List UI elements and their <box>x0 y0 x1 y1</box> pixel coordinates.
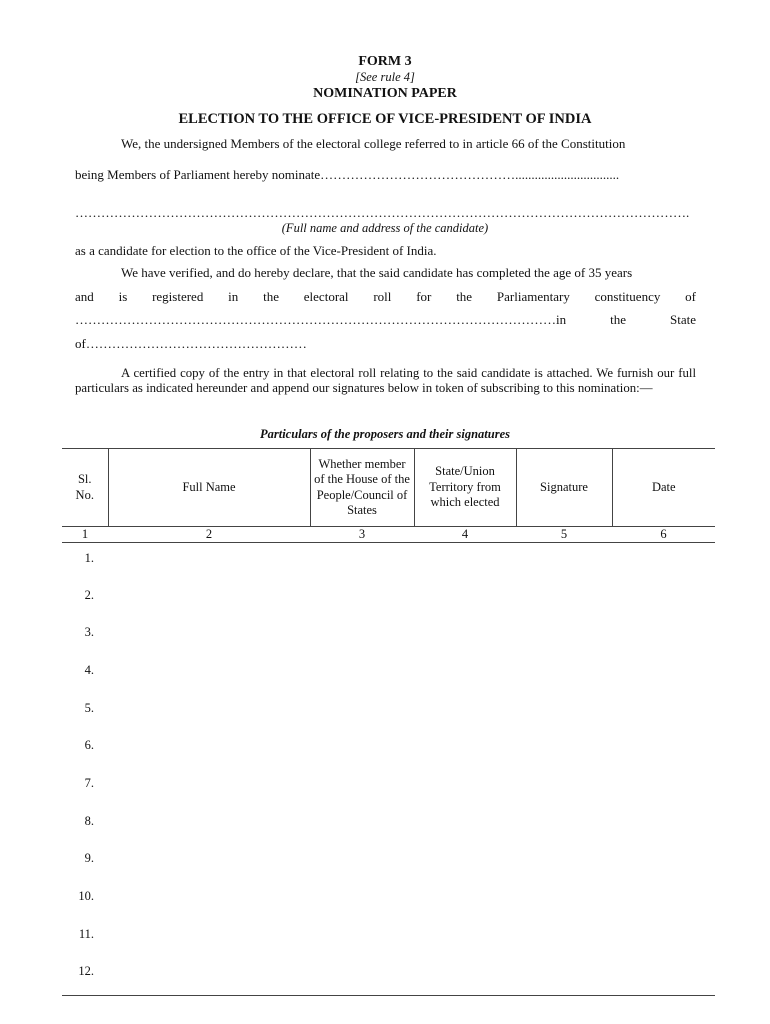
verified-line: We have verified, and do hereby declare, that the said candidate has completed the age of 35 years <box>121 265 633 280</box>
document-title: NOMINATION PAPER <box>313 86 457 101</box>
header-sl-no: Sl. No. <box>62 449 108 527</box>
proposers-table <box>62 448 715 543</box>
registered-line: and is registered in the electoral roll for the Parliamentary constituency of <box>75 289 696 304</box>
row-number: 6. <box>84 738 94 752</box>
row-number: 10. <box>78 889 94 903</box>
fullname-caption: (Full name and address of the candidate) <box>281 221 489 235</box>
table-header-row <box>62 449 715 527</box>
document-subtitle: ELECTION TO THE OFFICE OF VICE-PRESIDENT OF INDIA <box>178 111 592 127</box>
column-number-row <box>62 527 715 543</box>
rule-reference: [See rule 4] <box>355 70 415 84</box>
header-house-member: Whether member of the House of the People/Council of States <box>310 449 414 527</box>
row-number: 12. <box>78 964 94 978</box>
candidate-line: as a candidate for election to the office of the Vice-President of India. <box>75 243 437 258</box>
para1-line2: being Members of Parliament hereby nominate………………………………………................................ <box>75 167 620 182</box>
row-number: 4. <box>84 663 94 677</box>
row-number: 5. <box>84 701 94 715</box>
table-bottom-rule <box>62 995 715 996</box>
state-line: …………………………………………………………………………………………………in the State <box>75 312 696 327</box>
row-number: 2. <box>84 588 94 602</box>
column-number: 4 <box>414 527 516 543</box>
row-number: 3. <box>84 625 94 639</box>
row-number: 9. <box>84 851 94 865</box>
of-line: of…………………………………………… <box>75 336 307 351</box>
header-date: Date <box>612 449 715 527</box>
form-number: FORM 3 <box>358 54 412 69</box>
column-number: 1 <box>62 527 108 543</box>
row-number: 1. <box>84 551 94 565</box>
column-number: 3 <box>310 527 414 543</box>
header-state: State/Union Territory from which elected <box>414 449 516 527</box>
row-number: 7. <box>84 776 94 790</box>
row-number: 8. <box>84 814 94 828</box>
certified-paragraph: A certified copy of the entry in that electoral roll relating to the said candidate is attached. We furnish our full particulars as indicated hereunder and append our signatures below in token of subscribing to this nomination:— <box>75 366 696 395</box>
row-number: 11. <box>78 927 94 941</box>
column-number: 5 <box>516 527 612 543</box>
candidate-dotted-line: ……………………………………………………………………………………………………………………………. <box>75 205 690 220</box>
column-number: 2 <box>108 527 310 543</box>
header-full-name: Full Name <box>108 449 310 527</box>
column-number: 6 <box>612 527 715 543</box>
table-title: Particulars of the proposers and their signatures <box>259 427 511 441</box>
header-signature: Signature <box>516 449 612 527</box>
para1-line1: We, the undersigned Members of the electoral college referred to in article 66 of the Constitution <box>121 136 626 151</box>
